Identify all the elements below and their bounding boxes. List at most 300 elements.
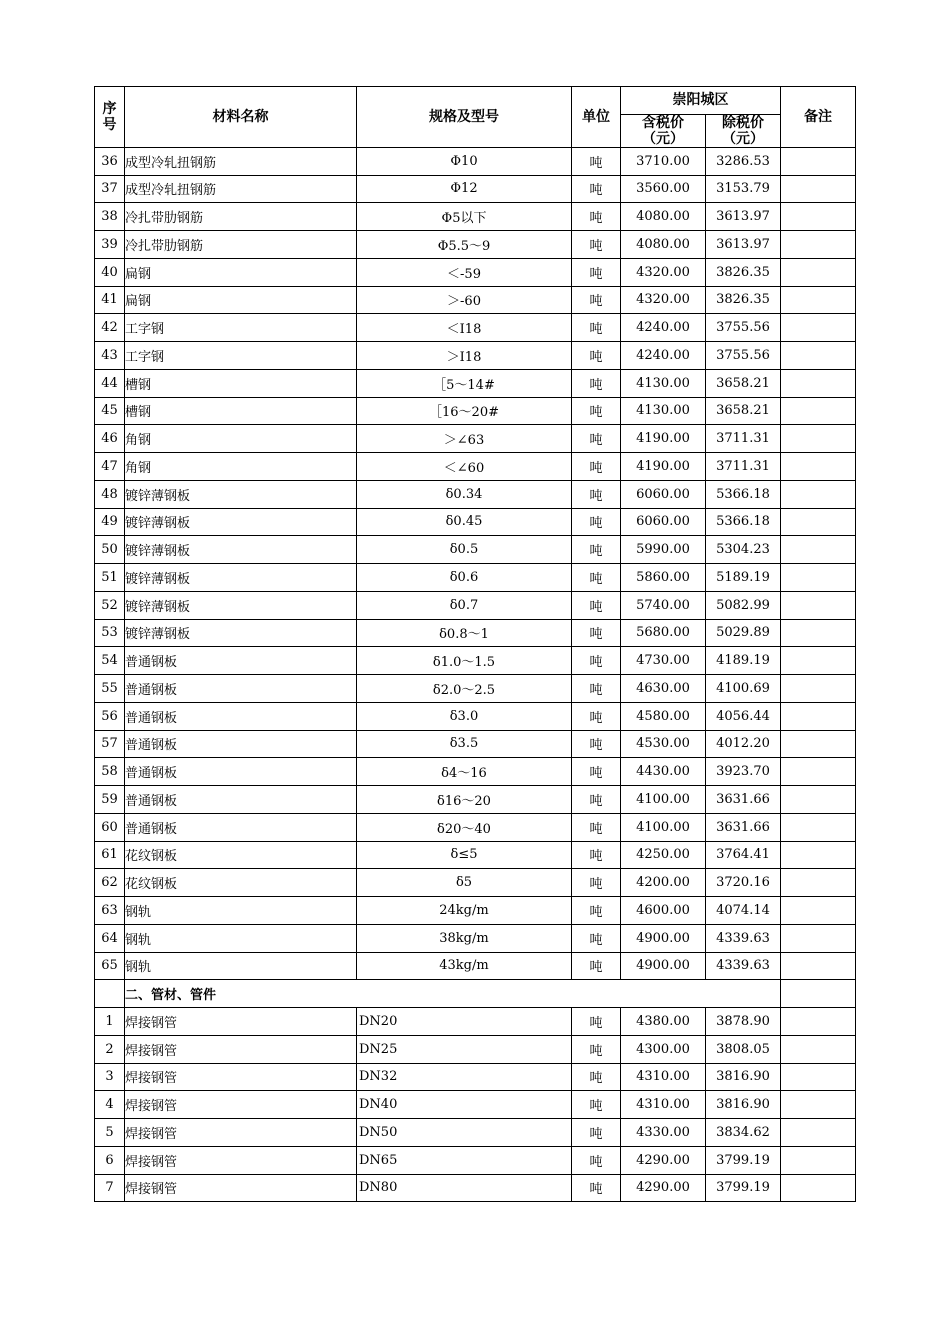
row-index: 5 bbox=[95, 1119, 125, 1147]
row-index: 61 bbox=[95, 841, 125, 869]
remark bbox=[781, 369, 856, 397]
spec: δ20～40 bbox=[357, 813, 572, 841]
table-section-pipes bbox=[95, 980, 856, 1008]
material-name: 扁钢 bbox=[125, 258, 357, 286]
row-index: 64 bbox=[95, 924, 125, 952]
remark bbox=[781, 647, 856, 675]
price-with-tax: 4530.00 bbox=[621, 730, 706, 758]
spec: ＞∠63 bbox=[357, 425, 572, 453]
remark bbox=[781, 342, 856, 370]
unit: 吨 bbox=[572, 1063, 621, 1091]
remark bbox=[781, 675, 856, 703]
unit: 吨 bbox=[572, 758, 621, 786]
material-name: 焊接钢管 bbox=[125, 1063, 357, 1091]
price-without-tax: 3711.31 bbox=[706, 425, 781, 453]
spec: δ3.0 bbox=[357, 702, 572, 730]
material-name: 花纹钢板 bbox=[125, 869, 357, 897]
price-without-tax: 5366.18 bbox=[706, 508, 781, 536]
header-spec: 规格及型号 bbox=[357, 87, 572, 148]
row-index: 49 bbox=[95, 508, 125, 536]
table-row bbox=[95, 258, 856, 286]
price-without-tax: 4056.44 bbox=[706, 702, 781, 730]
remark bbox=[781, 758, 856, 786]
price-with-tax: 4240.00 bbox=[621, 314, 706, 342]
unit: 吨 bbox=[572, 425, 621, 453]
table-row bbox=[95, 619, 856, 647]
price-with-tax: 3710.00 bbox=[621, 147, 706, 175]
unit: 吨 bbox=[572, 786, 621, 814]
price-with-tax: 4290.00 bbox=[621, 1174, 706, 1202]
table-row bbox=[95, 786, 856, 814]
price-without-tax: 3826.35 bbox=[706, 258, 781, 286]
price-without-tax: 5082.99 bbox=[706, 591, 781, 619]
remark bbox=[781, 425, 856, 453]
material-name: 普通钢板 bbox=[125, 647, 357, 675]
material-name: 成型冷轧扭钢筋 bbox=[125, 175, 357, 203]
material-name: 焊接钢管 bbox=[125, 1008, 357, 1036]
remark bbox=[781, 175, 856, 203]
row-index: 45 bbox=[95, 397, 125, 425]
spec: δ0.5 bbox=[357, 536, 572, 564]
spec: DN65 bbox=[357, 1146, 572, 1174]
unit: 吨 bbox=[572, 480, 621, 508]
spec: ＞-60 bbox=[357, 286, 572, 314]
unit: 吨 bbox=[572, 591, 621, 619]
unit: 吨 bbox=[572, 258, 621, 286]
price-without-tax: 4339.63 bbox=[706, 952, 781, 980]
price-without-tax: 5366.18 bbox=[706, 480, 781, 508]
material-name: 普通钢板 bbox=[125, 758, 357, 786]
remark bbox=[781, 702, 856, 730]
header-region: 崇阳城区 bbox=[621, 87, 781, 115]
row-index: 47 bbox=[95, 453, 125, 481]
table-body-pipes bbox=[95, 1008, 856, 1202]
price-without-tax: 3816.90 bbox=[706, 1091, 781, 1119]
row-index: 50 bbox=[95, 536, 125, 564]
table-row bbox=[95, 758, 856, 786]
price-with-tax: 4200.00 bbox=[621, 869, 706, 897]
price-with-tax: 4630.00 bbox=[621, 675, 706, 703]
remark bbox=[781, 536, 856, 564]
remark bbox=[781, 730, 856, 758]
row-index: 37 bbox=[95, 175, 125, 203]
spec: Φ5.5～9 bbox=[357, 231, 572, 259]
unit: 吨 bbox=[572, 702, 621, 730]
row-index: 7 bbox=[95, 1174, 125, 1202]
price-with-tax: 4320.00 bbox=[621, 258, 706, 286]
remark bbox=[781, 314, 856, 342]
unit: 吨 bbox=[572, 675, 621, 703]
spec: ＜Ⅰ18 bbox=[357, 314, 572, 342]
table-row bbox=[95, 147, 856, 175]
header-remark: 备注 bbox=[781, 87, 856, 148]
unit: 吨 bbox=[572, 175, 621, 203]
remark bbox=[781, 147, 856, 175]
table-row bbox=[95, 397, 856, 425]
remark bbox=[781, 480, 856, 508]
material-name: 镀锌薄钢板 bbox=[125, 591, 357, 619]
remark bbox=[781, 841, 856, 869]
price-with-tax: 4190.00 bbox=[621, 453, 706, 481]
unit: 吨 bbox=[572, 841, 621, 869]
price-without-tax: 3923.70 bbox=[706, 758, 781, 786]
unit: 吨 bbox=[572, 897, 621, 925]
price-without-tax: 3613.97 bbox=[706, 231, 781, 259]
price-with-tax: 4900.00 bbox=[621, 924, 706, 952]
unit: 吨 bbox=[572, 1174, 621, 1202]
price-with-tax: 4380.00 bbox=[621, 1008, 706, 1036]
spec: DN25 bbox=[357, 1035, 572, 1063]
unit: 吨 bbox=[572, 813, 621, 841]
material-name: 焊接钢管 bbox=[125, 1091, 357, 1119]
price-without-tax: 4339.63 bbox=[706, 924, 781, 952]
material-name: 工字钢 bbox=[125, 314, 357, 342]
spec: 24kg/m bbox=[357, 897, 572, 925]
table-row bbox=[95, 536, 856, 564]
remark bbox=[781, 1146, 856, 1174]
price-with-tax: 4430.00 bbox=[621, 758, 706, 786]
row-index: 42 bbox=[95, 314, 125, 342]
table-row bbox=[95, 314, 856, 342]
material-name: 普通钢板 bbox=[125, 813, 357, 841]
material-name: 焊接钢管 bbox=[125, 1119, 357, 1147]
spec: ＞Ⅰ18 bbox=[357, 342, 572, 370]
unit: 吨 bbox=[572, 203, 621, 231]
price-with-tax: 4900.00 bbox=[621, 952, 706, 980]
price-with-tax: 4080.00 bbox=[621, 203, 706, 231]
price-without-tax: 3631.66 bbox=[706, 813, 781, 841]
spec: ［16～20# bbox=[357, 397, 572, 425]
price-without-tax: 4074.14 bbox=[706, 897, 781, 925]
table-row bbox=[95, 1146, 856, 1174]
table-row bbox=[95, 1035, 856, 1063]
price-with-tax: 4240.00 bbox=[621, 342, 706, 370]
price-with-tax: 4730.00 bbox=[621, 647, 706, 675]
unit: 吨 bbox=[572, 564, 621, 592]
row-index: 48 bbox=[95, 480, 125, 508]
price-without-tax: 3755.56 bbox=[706, 342, 781, 370]
table-row bbox=[95, 924, 856, 952]
spec: δ2.0～2.5 bbox=[357, 675, 572, 703]
spec: δ3.5 bbox=[357, 730, 572, 758]
unit: 吨 bbox=[572, 1008, 621, 1036]
price-without-tax: 3826.35 bbox=[706, 286, 781, 314]
material-name: 焊接钢管 bbox=[125, 1035, 357, 1063]
table-row bbox=[95, 369, 856, 397]
material-name: 普通钢板 bbox=[125, 675, 357, 703]
unit: 吨 bbox=[572, 231, 621, 259]
row-index: 58 bbox=[95, 758, 125, 786]
spec: δ0.7 bbox=[357, 591, 572, 619]
unit: 吨 bbox=[572, 619, 621, 647]
row-index: 39 bbox=[95, 231, 125, 259]
remark bbox=[781, 508, 856, 536]
table-row bbox=[95, 591, 856, 619]
row-index: 60 bbox=[95, 813, 125, 841]
material-name: 工字钢 bbox=[125, 342, 357, 370]
price-without-tax: 4189.19 bbox=[706, 647, 781, 675]
unit: 吨 bbox=[572, 147, 621, 175]
material-name: 冷扎带肋钢筋 bbox=[125, 203, 357, 231]
price-without-tax: 5029.89 bbox=[706, 619, 781, 647]
spec: ＜∠60 bbox=[357, 453, 572, 481]
price-without-tax: 3286.53 bbox=[706, 147, 781, 175]
price-with-tax: 4310.00 bbox=[621, 1063, 706, 1091]
table-row bbox=[95, 564, 856, 592]
row-index: 56 bbox=[95, 702, 125, 730]
remark bbox=[781, 258, 856, 286]
unit: 吨 bbox=[572, 397, 621, 425]
row-index: 54 bbox=[95, 647, 125, 675]
price-with-tax: 4310.00 bbox=[621, 1091, 706, 1119]
price-with-tax: 4100.00 bbox=[621, 813, 706, 841]
table-row bbox=[95, 480, 856, 508]
remark bbox=[781, 203, 856, 231]
unit: 吨 bbox=[572, 1091, 621, 1119]
material-name: 镀锌薄钢板 bbox=[125, 508, 357, 536]
table-row bbox=[95, 1119, 856, 1147]
table-row bbox=[95, 1008, 856, 1036]
spec: Φ5以下 bbox=[357, 203, 572, 231]
row-index: 1 bbox=[95, 1008, 125, 1036]
spec: DN20 bbox=[357, 1008, 572, 1036]
spec: δ16～20 bbox=[357, 786, 572, 814]
table-row bbox=[95, 203, 856, 231]
row-index: 57 bbox=[95, 730, 125, 758]
header-name: 材料名称 bbox=[125, 87, 357, 148]
spec: δ4～16 bbox=[357, 758, 572, 786]
material-name: 普通钢板 bbox=[125, 786, 357, 814]
header-unit: 单位 bbox=[572, 87, 621, 148]
table-row bbox=[95, 286, 856, 314]
price-without-tax: 3799.19 bbox=[706, 1146, 781, 1174]
row-index: 55 bbox=[95, 675, 125, 703]
remark bbox=[781, 1063, 856, 1091]
price-without-tax: 3878.90 bbox=[706, 1008, 781, 1036]
row-index: 2 bbox=[95, 1035, 125, 1063]
spec: δ1.0～1.5 bbox=[357, 647, 572, 675]
remark bbox=[781, 952, 856, 980]
price-without-tax: 3816.90 bbox=[706, 1063, 781, 1091]
table-row bbox=[95, 647, 856, 675]
price-with-tax: 4130.00 bbox=[621, 369, 706, 397]
remark bbox=[781, 786, 856, 814]
price-with-tax: 5860.00 bbox=[621, 564, 706, 592]
table-row bbox=[95, 175, 856, 203]
material-name: 普通钢板 bbox=[125, 730, 357, 758]
price-with-tax: 5680.00 bbox=[621, 619, 706, 647]
remark bbox=[781, 813, 856, 841]
row-index: 53 bbox=[95, 619, 125, 647]
price-with-tax: 5990.00 bbox=[621, 536, 706, 564]
table-row bbox=[95, 342, 856, 370]
price-without-tax: 5189.19 bbox=[706, 564, 781, 592]
row-index: 36 bbox=[95, 147, 125, 175]
spec: ＜-59 bbox=[357, 258, 572, 286]
spec: δ0.34 bbox=[357, 480, 572, 508]
spec: 38kg/m bbox=[357, 924, 572, 952]
unit: 吨 bbox=[572, 1146, 621, 1174]
material-name: 钢轨 bbox=[125, 924, 357, 952]
remark bbox=[781, 1008, 856, 1036]
row-index: 65 bbox=[95, 952, 125, 980]
header-seq: 序号 bbox=[95, 87, 125, 148]
price-without-tax: 3799.19 bbox=[706, 1174, 781, 1202]
remark bbox=[781, 286, 856, 314]
remark bbox=[781, 1091, 856, 1119]
price-without-tax: 3658.21 bbox=[706, 397, 781, 425]
remark bbox=[781, 619, 856, 647]
price-with-tax: 4190.00 bbox=[621, 425, 706, 453]
row-index: 41 bbox=[95, 286, 125, 314]
unit: 吨 bbox=[572, 286, 621, 314]
unit: 吨 bbox=[572, 369, 621, 397]
row-index: 6 bbox=[95, 1146, 125, 1174]
table-row bbox=[95, 425, 856, 453]
row-index: 59 bbox=[95, 786, 125, 814]
material-name: 钢轨 bbox=[125, 952, 357, 980]
remark bbox=[781, 591, 856, 619]
unit: 吨 bbox=[572, 314, 621, 342]
spec: 43kg/m bbox=[357, 952, 572, 980]
price-without-tax: 3613.97 bbox=[706, 203, 781, 231]
table-row bbox=[95, 231, 856, 259]
table-body-steel bbox=[95, 147, 856, 980]
unit: 吨 bbox=[572, 730, 621, 758]
price-with-tax: 6060.00 bbox=[621, 508, 706, 536]
section-index-cell bbox=[95, 980, 125, 1008]
spec: DN50 bbox=[357, 1119, 572, 1147]
header-price-notax: 除税价（元） bbox=[706, 114, 781, 147]
price-with-tax: 3560.00 bbox=[621, 175, 706, 203]
row-index: 63 bbox=[95, 897, 125, 925]
material-name: 焊接钢管 bbox=[125, 1146, 357, 1174]
row-index: 38 bbox=[95, 203, 125, 231]
row-index: 4 bbox=[95, 1091, 125, 1119]
material-name: 槽钢 bbox=[125, 397, 357, 425]
material-name: 钢轨 bbox=[125, 897, 357, 925]
remark bbox=[781, 1174, 856, 1202]
spec: δ5 bbox=[357, 869, 572, 897]
material-name: 成型冷轧扭钢筋 bbox=[125, 147, 357, 175]
price-without-tax: 4012.20 bbox=[706, 730, 781, 758]
price-without-tax: 3720.16 bbox=[706, 869, 781, 897]
table-row bbox=[95, 869, 856, 897]
unit: 吨 bbox=[572, 647, 621, 675]
remark bbox=[781, 924, 856, 952]
row-index: 40 bbox=[95, 258, 125, 286]
price-without-tax: 3631.66 bbox=[706, 786, 781, 814]
spec: δ0.45 bbox=[357, 508, 572, 536]
price-with-tax: 4300.00 bbox=[621, 1035, 706, 1063]
spec: δ0.6 bbox=[357, 564, 572, 592]
price-with-tax: 4100.00 bbox=[621, 786, 706, 814]
row-index: 52 bbox=[95, 591, 125, 619]
material-name: 槽钢 bbox=[125, 369, 357, 397]
table-row bbox=[95, 730, 856, 758]
spec: δ0.8～1 bbox=[357, 619, 572, 647]
header-price-tax: 含税价（元） bbox=[621, 114, 706, 147]
material-name: 镀锌薄钢板 bbox=[125, 619, 357, 647]
section-row bbox=[95, 980, 856, 1008]
price-without-tax: 3711.31 bbox=[706, 453, 781, 481]
remark bbox=[781, 564, 856, 592]
row-index: 46 bbox=[95, 425, 125, 453]
remark bbox=[781, 231, 856, 259]
table-row bbox=[95, 508, 856, 536]
section-remark-cell bbox=[781, 980, 856, 1008]
table-row bbox=[95, 1091, 856, 1119]
price-without-tax: 3658.21 bbox=[706, 369, 781, 397]
table-row bbox=[95, 1174, 856, 1202]
price-without-tax: 3834.62 bbox=[706, 1119, 781, 1147]
spec: Φ10 bbox=[357, 147, 572, 175]
remark bbox=[781, 1035, 856, 1063]
table-row bbox=[95, 813, 856, 841]
row-index: 44 bbox=[95, 369, 125, 397]
price-without-tax: 4100.69 bbox=[706, 675, 781, 703]
table-row bbox=[95, 952, 856, 980]
price-without-tax: 3153.79 bbox=[706, 175, 781, 203]
price-without-tax: 5304.23 bbox=[706, 536, 781, 564]
price-with-tax: 4130.00 bbox=[621, 397, 706, 425]
price-with-tax: 4580.00 bbox=[621, 702, 706, 730]
table-row bbox=[95, 1063, 856, 1091]
section-title: 二、管材、管件 bbox=[125, 980, 781, 1008]
material-name: 镀锌薄钢板 bbox=[125, 564, 357, 592]
table-row bbox=[95, 453, 856, 481]
unit: 吨 bbox=[572, 1119, 621, 1147]
price-table bbox=[94, 86, 856, 1202]
price-with-tax: 4320.00 bbox=[621, 286, 706, 314]
material-name: 花纹钢板 bbox=[125, 841, 357, 869]
price-with-tax: 4290.00 bbox=[621, 1146, 706, 1174]
row-index: 51 bbox=[95, 564, 125, 592]
remark bbox=[781, 453, 856, 481]
remark bbox=[781, 869, 856, 897]
row-index: 3 bbox=[95, 1063, 125, 1091]
material-name: 镀锌薄钢板 bbox=[125, 480, 357, 508]
material-name: 角钢 bbox=[125, 425, 357, 453]
unit: 吨 bbox=[572, 453, 621, 481]
price-without-tax: 3764.41 bbox=[706, 841, 781, 869]
table-row bbox=[95, 702, 856, 730]
unit: 吨 bbox=[572, 508, 621, 536]
price-with-tax: 4600.00 bbox=[621, 897, 706, 925]
table-row bbox=[95, 897, 856, 925]
unit: 吨 bbox=[572, 952, 621, 980]
unit: 吨 bbox=[572, 1035, 621, 1063]
unit: 吨 bbox=[572, 869, 621, 897]
price-with-tax: 4250.00 bbox=[621, 841, 706, 869]
price-without-tax: 3755.56 bbox=[706, 314, 781, 342]
table-row bbox=[95, 841, 856, 869]
remark bbox=[781, 1119, 856, 1147]
spec: DN80 bbox=[357, 1174, 572, 1202]
spec: DN40 bbox=[357, 1091, 572, 1119]
price-with-tax: 5740.00 bbox=[621, 591, 706, 619]
table-row bbox=[95, 675, 856, 703]
unit: 吨 bbox=[572, 924, 621, 952]
price-with-tax: 4330.00 bbox=[621, 1119, 706, 1147]
table-header bbox=[95, 87, 856, 148]
material-name: 普通钢板 bbox=[125, 702, 357, 730]
material-name: 扁钢 bbox=[125, 286, 357, 314]
price-with-tax: 4080.00 bbox=[621, 231, 706, 259]
material-name: 冷扎带肋钢筋 bbox=[125, 231, 357, 259]
spec: DN32 bbox=[357, 1063, 572, 1091]
spec: δ≤5 bbox=[357, 841, 572, 869]
